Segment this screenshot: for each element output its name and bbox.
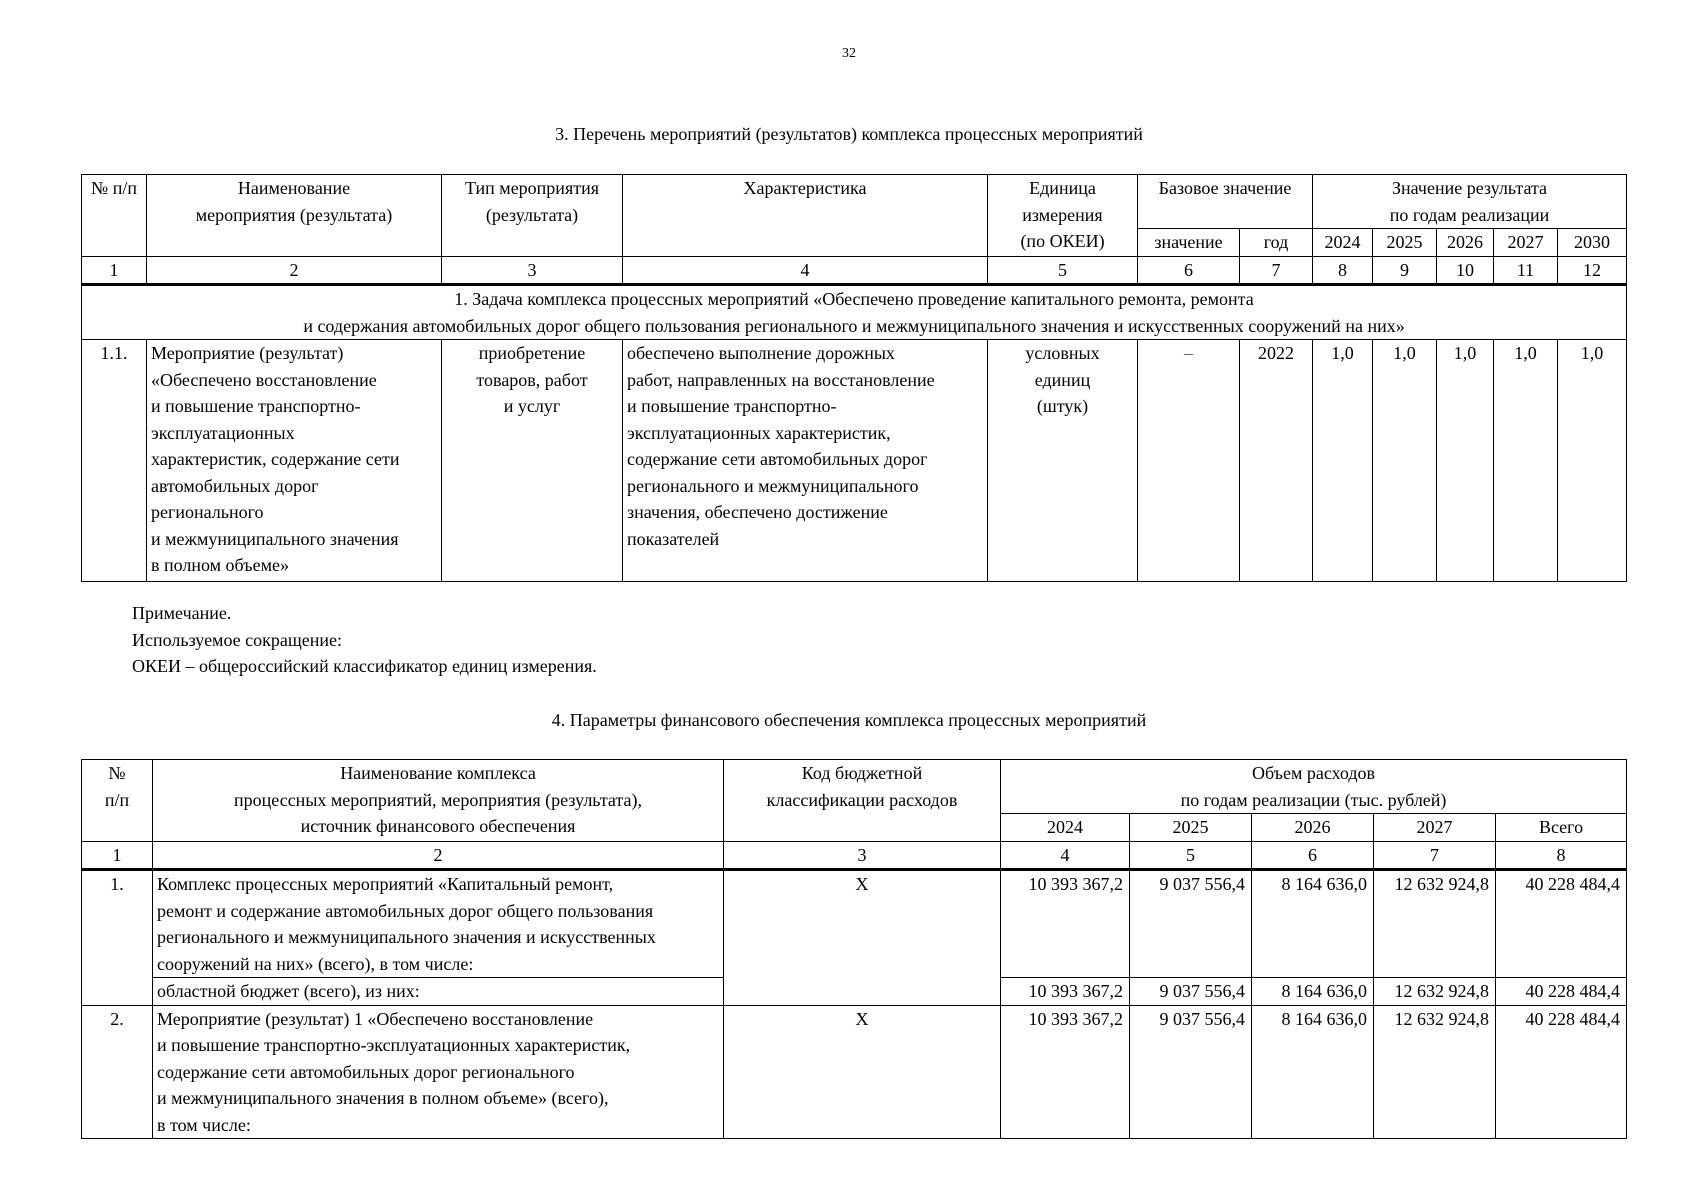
row-value: 8 164 636,0 xyxy=(1252,978,1374,1006)
row-base-value: – xyxy=(1138,340,1240,582)
col-number: 5 xyxy=(1130,841,1252,870)
header-year: 2027 xyxy=(1374,814,1496,842)
col-number: 2 xyxy=(153,841,724,870)
col-number: 3 xyxy=(442,256,623,285)
financing-row xyxy=(82,870,1627,978)
row-value: 12 632 924,8 xyxy=(1374,870,1496,978)
row-num: 1.1. xyxy=(82,340,147,582)
row-value: 1,0 xyxy=(1494,340,1558,582)
activity-row xyxy=(82,340,1627,582)
row-value: 1,0 xyxy=(1437,340,1494,582)
section-3-title: 3. Перечень мероприятий (результатов) комплекса процессных мероприятий xyxy=(555,124,1143,144)
row-code: Х xyxy=(724,1005,1001,1139)
col-number: 9 xyxy=(1373,256,1437,285)
row-value: 12 632 924,8 xyxy=(1374,978,1496,1006)
row-num: 1. xyxy=(82,870,153,1006)
row-value: 40 228 484,4 xyxy=(1496,1005,1627,1139)
row-value: 9 037 556,4 xyxy=(1130,978,1252,1006)
col-number: 5 xyxy=(988,256,1138,285)
row-value: 40 228 484,4 xyxy=(1496,978,1627,1006)
header-base-year: год xyxy=(1240,229,1313,257)
header-year: 2025 xyxy=(1130,814,1252,842)
col-number: 7 xyxy=(1374,841,1496,870)
header-code: Код бюджетной классификации расходов xyxy=(724,760,1001,842)
row-value: 9 037 556,4 xyxy=(1130,870,1252,978)
row-value: 40 228 484,4 xyxy=(1496,870,1627,978)
row-name: Комплекс процессных мероприятий «Капитальный ремонт, ремонт и содержание автомобильных дорог общего пользования регионального и межмуниципального значения и искусственных сооружений на них» (всего), в том числе: xyxy=(153,870,724,978)
col-number: 1 xyxy=(82,256,147,285)
header-name: Наименование комплекса процессных мероприятий, мероприятия (результата), источник финансового обеспечения xyxy=(153,760,724,842)
row-value: 12 632 924,8 xyxy=(1374,1005,1496,1139)
header-num: № п/п xyxy=(82,760,153,842)
page-number: 32 xyxy=(842,46,856,61)
header-base: Базовое значение xyxy=(1138,175,1313,229)
note-line: Используемое сокращение: xyxy=(132,629,342,650)
header-type: Тип мероприятия (результата) xyxy=(442,175,623,257)
header-year: 2026 xyxy=(1437,229,1494,257)
row-num: 2. xyxy=(82,1005,153,1139)
header-result: Значение результата по годам реализации xyxy=(1313,175,1627,229)
row-name: Мероприятие (результат) 1 «Обеспечено восстановление и повышение транспортно-эксплуатационных характеристик, содержание сети автомобильных дорог регионального и межмуниципального значения в полном объеме» (всего), в том числе: xyxy=(153,1005,724,1139)
row-value: 10 393 367,2 xyxy=(1001,978,1130,1006)
section-4-title: 4. Параметры финансового обеспечения комплекса процессных мероприятий xyxy=(551,710,1147,730)
col-number: 11 xyxy=(1494,256,1558,285)
col-number: 4 xyxy=(1001,841,1130,870)
task-row: 1. Задача комплекса процессных мероприятий «Обеспечено проведение капитального ремонта, ремонта и содержания автомобильных дорог общего пользования регионального и межмуниципального значения и искусственных сооружений на них» xyxy=(82,285,1627,340)
header-characteristic: Характеристика xyxy=(623,175,988,257)
row-name: областной бюджет (всего), из них: xyxy=(153,978,724,1006)
row-value: 1,0 xyxy=(1558,340,1627,582)
note-line: Примечание. xyxy=(132,603,232,623)
row-value: 1,0 xyxy=(1313,340,1373,582)
header-base-value: значение xyxy=(1138,229,1240,257)
row-value: 8 164 636,0 xyxy=(1252,1005,1374,1139)
row-unit: условных единиц (штук) xyxy=(988,340,1138,582)
header-year: 2025 xyxy=(1373,229,1437,257)
header-year: 2027 xyxy=(1494,229,1558,257)
row-value: 1,0 xyxy=(1373,340,1437,582)
col-number: 3 xyxy=(724,841,1001,870)
row-value: 8 164 636,0 xyxy=(1252,870,1374,978)
col-number: 6 xyxy=(1138,256,1240,285)
header-year: 2024 xyxy=(1313,229,1373,257)
col-number: 7 xyxy=(1240,256,1313,285)
row-characteristic: обеспечено выполнение дорожных работ, направленных на восстановление и повышение транспортно- эксплуатационных характеристик, содержание сети автомобильных дорог регионального и межмуниципального значения, обеспечено достижение показателей xyxy=(623,340,988,582)
activities-table xyxy=(81,174,1627,582)
notes xyxy=(132,600,597,680)
row-value: 10 393 367,2 xyxy=(1001,1005,1130,1139)
header-year: 2024 xyxy=(1001,814,1130,842)
col-number: 6 xyxy=(1252,841,1374,870)
col-number: 4 xyxy=(623,256,988,285)
row-type: приобретение товаров, работ и услуг xyxy=(442,340,623,582)
header-year: 2030 xyxy=(1558,229,1627,257)
note-line: ОКЕИ – общероссийский классификатор единиц измерения. xyxy=(132,656,597,676)
col-number: 1 xyxy=(82,841,153,870)
col-number: 10 xyxy=(1437,256,1494,285)
col-number: 2 xyxy=(147,256,442,285)
header-num: № п/п xyxy=(82,175,147,257)
column-numbers-row xyxy=(82,256,1627,285)
header-unit: Единица измерения (по ОКЕИ) xyxy=(988,175,1138,257)
row-name: Мероприятие (результат) «Обеспечено восстановление и повышение транспортно- эксплуатационных характеристик, содержание сети автомобильных дорог регионального и межмуниципального значения в полном объеме» xyxy=(147,340,442,582)
row-code: Х xyxy=(724,870,1001,1006)
header-year: 2026 xyxy=(1252,814,1374,842)
row-value: 9 037 556,4 xyxy=(1130,1005,1252,1139)
header-total: Всего xyxy=(1496,814,1627,842)
row-base-year: 2022 xyxy=(1240,340,1313,582)
col-number: 8 xyxy=(1313,256,1373,285)
header-name: Наименование мероприятия (результата) xyxy=(147,175,442,257)
header-volume: Объем расходов по годам реализации (тыс. рублей) xyxy=(1001,760,1627,814)
financing-row xyxy=(82,1005,1627,1139)
row-value: 10 393 367,2 xyxy=(1001,870,1130,978)
column-numbers-row xyxy=(82,841,1627,870)
financing-table xyxy=(81,759,1627,1139)
col-number: 12 xyxy=(1558,256,1627,285)
col-number: 8 xyxy=(1496,841,1627,870)
